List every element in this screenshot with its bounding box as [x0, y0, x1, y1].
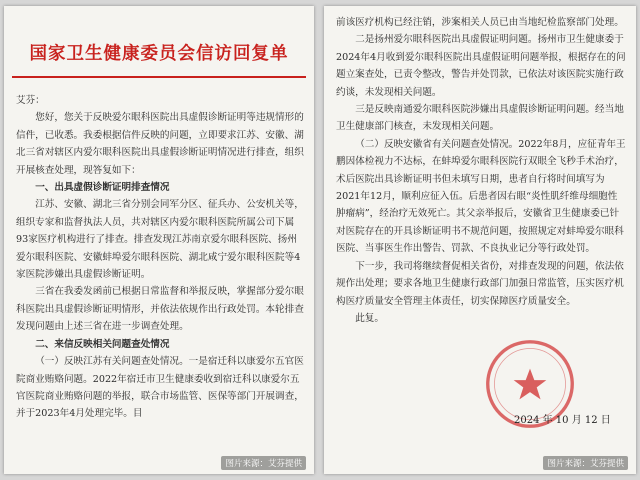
intro-paragraph: 您好，您关于反映爱尔眼科医院出具虚假诊断证明等违规情形的信件，已收悉。我委根据信件反映的问题，立即要求江苏、安徽、湖北三省对辖区内爱尔眼科医院出具虚假诊断证明情况进行排查，组织开展核查处理，现答复如下：	[16, 112, 304, 176]
nantong-paragraph: 三是反映南通爱尔眼科医院涉嫌出具虚假诊断证明问题。经当地卫生健康部门核查，未发现相关问题。	[336, 104, 624, 133]
anhui-paragraph: （二）反映安徽省有关问题查处情况。2022年8月，应征青年王鹏因体检视力不达标，在蚌埠爱尔眼科医院行双眼全飞秒手术治疗，术后医院出具诊断证明书但未填写日期，患者自行将时间填写为2021年12月，顺利应征入伍。后患者因右眼“炎性肌纤维母细胞性肿瘤病”，经治疗无效死亡。其父亲举报后，安徽省卫生健康委已针对医院存在的开具诊断证明书不规范问题，按照规定对蚌埠爱尔眼科医院、当事医生作出警告、罚款、不良执业记分等行政处罚。	[336, 138, 626, 255]
section2-heading: 二、来信反映相关问题查处情况	[35, 338, 170, 350]
image-source-caption-right: 图片来源：艾芬提供	[543, 456, 628, 470]
section1-paragraph-2: 三省在我委发函前已根据日常监督和举报反映，掌握部分爱尔眼科医院出具虚假诊断证明情形，并依法依规作出行政处罚。本轮排查发现问题由上述三省在进一步调查处理。	[16, 286, 304, 333]
continued-paragraph: 前该医疗机构已经注销，涉案相关人员已由当地纪检监察部门处理。	[336, 17, 624, 28]
image-source-caption-left: 图片来源：艾芬提供	[221, 456, 306, 470]
next-step-paragraph: 下一步，我司将继续督促相关省份，对排查发现的问题，依法依规作出处理；要求各地卫生健康行政部门加强日常监管，压实医疗机构医疗质量安全管理主体责任，切实保障医疗质量安全。	[336, 260, 624, 307]
title-divider	[12, 76, 306, 78]
section1-heading: 一、出具虚假诊断证明排查情况	[35, 182, 170, 194]
right-page-body	[336, 14, 626, 327]
section1-paragraph-1: 江苏、安徽、湖北三省分别会同军分区、征兵办、公安机关等，组织专家和监督执法人员，共对辖区内爱尔眼科医院所属公司下属93家医疗机构进行了排查。排查发现江苏南京爱尔眼科医院、扬州爱尔眼科医院、安徽蚌埠爱尔眼科医院、湖北咸宁爱尔眼科医院等4家医院涉嫌出具虚假诊断证明。	[16, 199, 304, 281]
closing-line: 此复。	[355, 312, 384, 324]
yangzhou-paragraph: 二是扬州爱尔眼科医院出具虚假证明问题。扬州市卫生健康委于2024年4月收到爱尔眼科医院出具虚假证明问题举报，根据存在的问题立案查处，已责令整改，警告并处罚款，已依法对该医院实施行政约谈，未发现相关问题。	[336, 34, 626, 98]
right-document-page	[324, 6, 636, 474]
salutation: 艾芬：	[16, 95, 45, 106]
reply-date: 2024 年 10 月 12 日	[514, 415, 611, 426]
document-title: 国家卫生健康委员会信访回复单	[29, 44, 289, 64]
left-page-body	[16, 92, 304, 423]
section2-paragraph-1: （一）反映江苏有关问题查处情况。一是宿迁科以康爱尔五官医院商业贿赂问题。2022年宿迁市卫生健康委收到宿迁科以康爱尔五官医院商业贿赂问题的举报，联合市场监管、医保等部门开展调查，并于2023年4月处理完毕。目	[16, 356, 304, 420]
left-document-page	[4, 6, 314, 474]
